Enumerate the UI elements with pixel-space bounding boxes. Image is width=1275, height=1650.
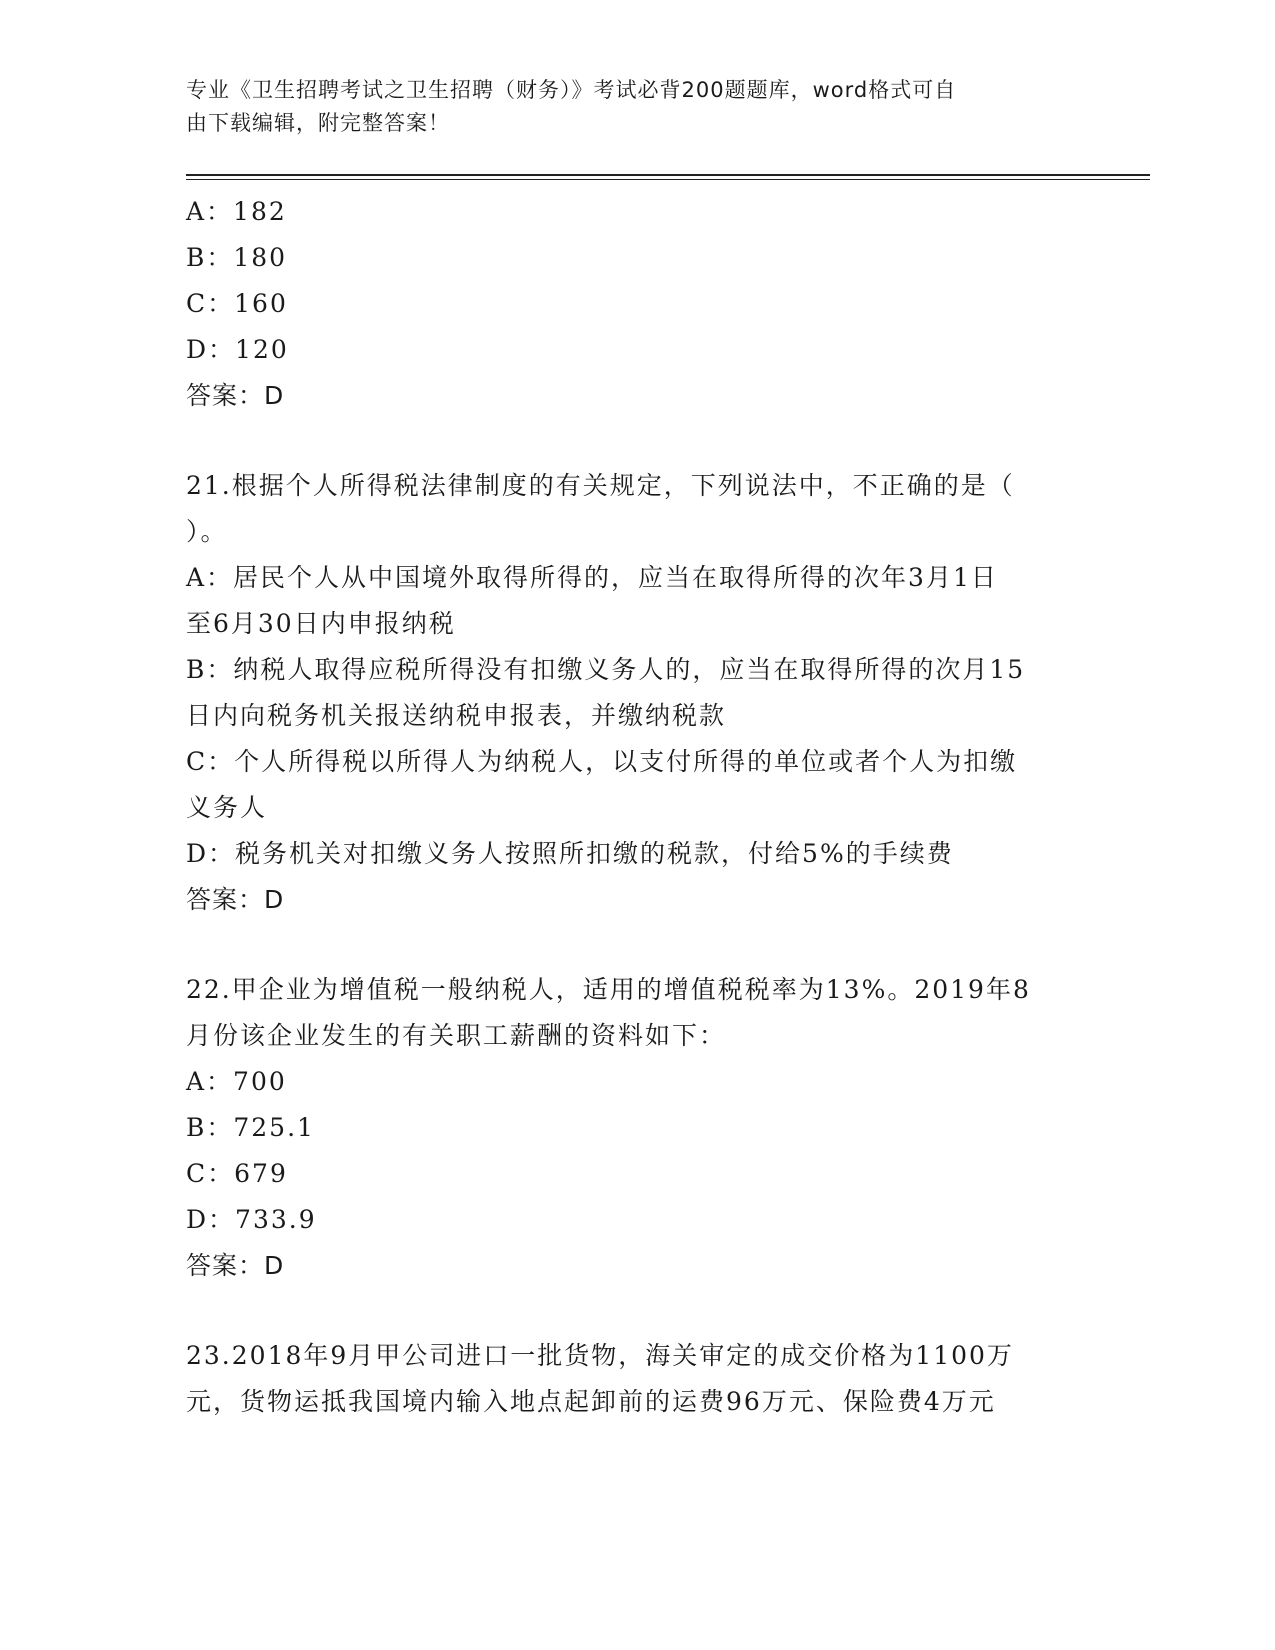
question-stem-cont: 元，货物运抵我国境内输入地点起卸前的运费96万元、保险费4万元	[186, 1387, 996, 1416]
document-header	[186, 74, 1086, 140]
option-a: A：居民个人从中国境外取得所得的，应当在取得所得的次年3月1日	[186, 563, 998, 592]
option-b: B：180	[186, 243, 288, 272]
header-line-1: 专业《卫生招聘考试之卫生招聘（财务）》考试必背200题题库，word格式可自	[186, 78, 957, 102]
option-c: C：160	[186, 289, 288, 318]
question-22-block	[186, 967, 1086, 1289]
option-d: D：税务机关对扣缴义务人按照所扣缴的税款，付给5%的手续费	[186, 839, 954, 868]
question-21-block	[186, 463, 1086, 923]
option-d: D：120	[186, 335, 289, 364]
option-a: A：700	[186, 1067, 287, 1096]
question-23-block	[186, 1333, 1086, 1425]
option-b: B：725.1	[186, 1113, 315, 1142]
document-body	[186, 189, 1086, 1425]
option-c: C：个人所得税以所得人为纳税人，以支付所得的单位或者个人为扣缴	[186, 747, 1018, 776]
question-stem-cont: ）。	[186, 517, 228, 546]
header-line-2: 由下载编辑，附完整答案！	[186, 111, 450, 135]
option-b-cont: 日内向税务机关报送纳税申报表，并缴纳税款	[186, 701, 727, 730]
question-stem: 23.2018年9月甲公司进口一批货物，海关审定的成交价格为1100万	[186, 1341, 1014, 1370]
answer-line: 答案：D	[186, 885, 285, 914]
question-20-block	[186, 189, 1086, 419]
question-stem: 21.根据个人所得税法律制度的有关规定，下列说法中，不正确的是（	[186, 471, 1015, 500]
option-a-cont: 至6月30日内申报纳税	[186, 609, 456, 638]
option-d: D：733.9	[186, 1205, 317, 1234]
option-a: A：182	[186, 197, 287, 226]
option-c-cont: 义务人	[186, 793, 268, 822]
answer-line: 答案：D	[186, 1251, 285, 1280]
option-c: C：679	[186, 1159, 288, 1188]
option-b: B：纳税人取得应税所得没有扣缴义务人的，应当在取得所得的次月15	[186, 655, 1026, 684]
header-divider	[186, 174, 1150, 180]
question-stem: 22.甲企业为增值税一般纳税人，适用的增值税税率为13%。2019年8	[186, 975, 1031, 1004]
question-stem-cont: 月份该企业发生的有关职工薪酬的资料如下：	[186, 1021, 727, 1050]
answer-line: 答案：D	[186, 381, 285, 410]
